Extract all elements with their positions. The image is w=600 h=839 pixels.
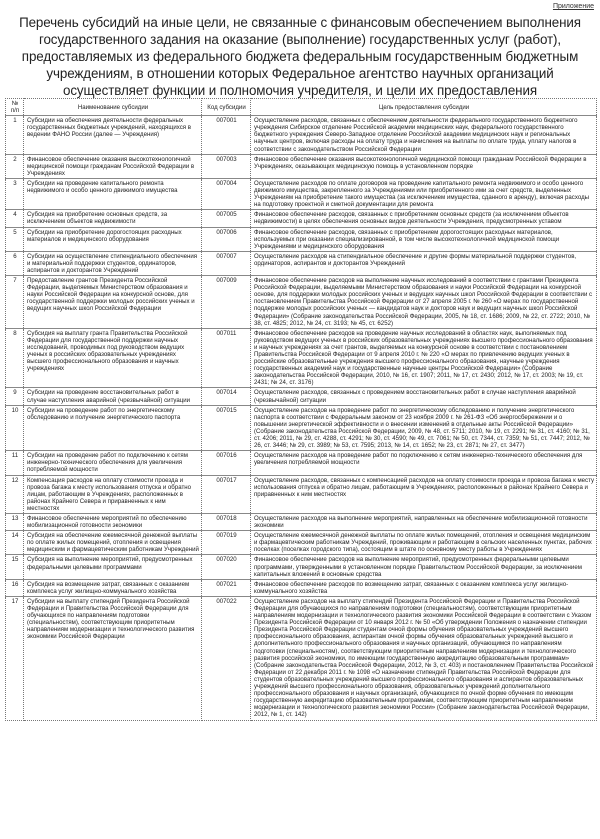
subsidy-purpose: Осуществление расходов на стипендиальное обеспечение и другие формы материальной поддержки студентов, ординаторов, аспирантов и докторантов Учреждений <box>251 251 597 275</box>
subsidy-code: 007020 <box>202 555 251 579</box>
subsidy-purpose: Финансовое обеспечение расходов по возмещению затрат, связанных с оказанием комплекса услуг жилищно-коммунального хозяйства <box>251 579 597 596</box>
subsidy-code: 007021 <box>202 579 251 596</box>
subsidy-purpose: Осуществление расходов, связанных с проведением восстановительных работ в случае наступления аварийной (чрезвычайной) ситуации <box>251 388 597 405</box>
row-number: 7 <box>6 276 24 329</box>
subsidy-name: Финансовое обеспечение мероприятий по обеспечению мобилизационной готовности экономики <box>24 513 202 530</box>
table-row <box>6 513 597 530</box>
subsidy-purpose: Осуществление расходов на проведение работ по энергетическому обследованию и получение энергетического паспорта в соответствии с Федеральным законом от 23 ноября 2009 г. № 261-ФЗ «Об энергосбережении и о повышении энергетической эффективности и о внесении изменений в отдельные акты Российской Федерации» (Собрание законодательства Российской Федерации, 2009, № 48, ст. 5711; 2010, № 19, ст. 2291; № 31, ст. 4160; № 31, ст. 4206; 2011, № 29, ст. 4288, ст. 4291; № 30, ст. 4590; № 49, ст. 7061; № 50, ст. 7344, ст. 7359; № 51, ст. 7447; 2012, № 26, ст. 3446; № 29, ст. 3989; № 53, ст. 7595; 2013, № 14, ст. 1652; № 23, ст. 2871; № 27, ст. 3477) <box>251 405 597 451</box>
subsidy-code: 007009 <box>202 276 251 329</box>
subsidy-name: Субсидия на возмещение затрат, связанных с оказанием комплекса услуг жилищно-коммунального хозяйства <box>24 579 202 596</box>
subsidy-purpose: Финансовое обеспечение расходов на проведение научных исследований в областях наук, выполняемых под руководством ведущих ученых в российских образовательных учреждениях высшего профессионального образования и научных учреждениях за счет грантов, выделяемых на конкурсной основе в соответствии с постановлением Правительства Российской Федерации от 9 апреля 2010 г. № 220 «О мерах по привлечению ведущих ученых в российские образовательные учреждения высшего профессионального образования, научные учреждения государственных академий наук и государственные научные центры Российской Федерации» (Собрание законодательства Российской Федерации, 2010, № 16, ст. 1907; 2011, № 17, ст. 2430; 2012, № 17, ст. 2003; № 19, ст. 2431; № 24, ст. 3176) <box>251 328 597 388</box>
row-number: 16 <box>6 579 24 596</box>
table-row <box>6 475 597 513</box>
subsidy-purpose: Осуществление расходов на выполнение мероприятий, направленных на обеспечение мобилизационной готовности экономики <box>251 513 597 530</box>
subsidy-code: 007005 <box>202 210 251 227</box>
subsidy-code: 007001 <box>202 116 251 154</box>
subsidy-code: 007017 <box>202 475 251 513</box>
subsidy-purpose: Осуществление расходов, связанных с компенсацией расходов на оплату стоимости проезда и провоза багажа к месту использования отпуска и обратно лицам, работающим в Учреждениях, расположенных в районах Крайнего Севера и приравненных к ним местностях <box>251 475 597 513</box>
subsidy-name: Субсидия на приобретение основных средств, за исключением объектов недвижимости <box>24 210 202 227</box>
subsidy-name: Субсидия на обеспечение ежемесячной денежной выплаты по оплате жилых помещений, отопления и освещения медицинским и фармацевтическим работникам Учреждений <box>24 531 202 555</box>
header-number: № п/п <box>6 99 24 116</box>
subsidy-purpose: Финансовое обеспечение расходов на выполнение научных исследований в соответствии с грантами Президента Российской Федерации, выделяемыми Министерством образования и науки Российской Федерации на конкурсной основе, для поддержки молодых российских ученых и ведущих научных школ Российской Федерации в соответствии с постановлением Правительства Российской Федерации от 27 апреля 2005 г. № 260 «О мерах по государственной поддержке молодых российских ученых — кандидатов наук и докторов наук и ведущих научных школ Российской Федерации» (Собрание законодательства Российской Федерации, 2005, № 18, ст. 1686; 2009, № 22, ст. 2722; 2010, № 38, ст. 4825; 2012, № 24, ст. 3193; № 45, ст. 6252) <box>251 276 597 329</box>
subsidy-purpose: Осуществление расходов на проведение работ по подключению к сетям инженерно-технического обеспечения для увеличения потребляемой мощности <box>251 451 597 475</box>
document-title: Перечень субсидий на иные цели, не связанные с финансовым обеспечением выполнения государственного задания на оказание (выполнение) государственных услуг (работ), предоставляемых из федерального бюджета федеральным государственным бюджетным учреждениям, в отношении которых Федеральное агентство научных организаций осуществляет функции и полномочия учредителя, и цели их предоставления <box>19 15 581 98</box>
table-row <box>6 116 597 154</box>
subsidy-name: Субсидии на приобретение дорогостоящих расходных материалов и медицинского оборудования <box>24 227 202 251</box>
header-code: Код субсидии <box>202 99 251 116</box>
subsidy-code: 007007 <box>202 251 251 275</box>
subsidy-name: Субсидия на выплату гранта Правительства Российской Федерации для государственной поддержки научных исследований, проводимых под руководством ведущих ученых в российских образовательных учреждениях высшего профессионального образования и научных учреждениях <box>24 328 202 388</box>
subsidy-name: Субсидия на выполнение мероприятий, предусмотренных федеральными целевыми программами <box>24 555 202 579</box>
table-row <box>6 596 597 720</box>
subsidy-name: Предоставление грантов Президента Российской Федерации, выделяемых Министерством образования и науки Российской Федерации на конкурсной основе, для государственной поддержки молодых российских ученых и ведущих научных школ Российской Федерации <box>24 276 202 329</box>
row-number: 3 <box>6 178 24 209</box>
subsidy-code: 007011 <box>202 328 251 388</box>
table-row <box>6 276 597 329</box>
subsidy-code: 007015 <box>202 405 251 451</box>
subsidy-purpose: Осуществление ежемесячной денежной выплаты по оплате жилых помещений, отопления и освещения медицинским и фармацевтическим работникам Учреждений, проживающим и работающим в сельских населенных пунктах, рабочих поселках (поселках городского типа), состоящим в штате по основному месту работы в Учреждениях <box>251 531 597 555</box>
subsidy-purpose: Финансовое обеспечение расходов, связанных с приобретением основных средств (за исключением объектов недвижимости) в целях обеспечения основных видов деятельности Учреждения, предусмотренных уставом <box>251 210 597 227</box>
table-row <box>6 251 597 275</box>
subsidy-purpose: Финансовое обеспечение расходов на выполнение мероприятий, предусмотренных федеральными целевыми программами, утвержденными в установленном порядке Правительством Российской Федерации, за исключением капитальных вложений в основные средства <box>251 555 597 579</box>
row-number: 10 <box>6 405 24 451</box>
row-number: 14 <box>6 531 24 555</box>
row-number: 4 <box>6 210 24 227</box>
row-number: 11 <box>6 451 24 475</box>
subsidy-purpose: Осуществление расходов на выплату стипендий Президента Российской Федерации и Правительства Российской Федерации для обучающихся по направлениям подготовки (специальностям), соответствующим приоритетным направлениям модернизации и технологического развития экономики Российской Федерации в соответствии с Указом Президента Российской Федерации от 10 января 2012 г. № 50 «Об утверждении Положения о назначении стипендии Президента Российской Федерации студентам очной формы обучения образовательных учреждений высшего профессионального образования, аспирантам очной формы обучения образовательных учреждений высшего и дополнительного профессионального образования и научных организаций, обучающимся по направлениям подготовки (специальностям), соответствующим приоритетным направлениям модернизации и технологического развития российской экономики, по имеющим государственную аккредитацию образовательным программам» (Собрание законодательства Российской Федерации, 2012, № 3, ст. 403) и постановлением Правительства Российской Федерации от 22 декабря 2011 г. № 1098 «О назначении стипендий Правительства Российской Федерации для студентов образовательных учреждений высшего профессионального образования и аспирантов образовательных учреждений высшего профессионального образования, образовательных учреждений дополнительного профессионального образования и научных организаций, обучающихся по очной форме обучения по имеющим государственную аккредитацию образовательным программам, соответствующим приоритетным направлениям модернизации и технологического развития экономики России» (Собрание законодательства Российской Федерации, 2012, № 1, ст. 142) <box>251 596 597 720</box>
appendix-label: Приложение <box>552 3 594 10</box>
subsidy-code: 007003 <box>202 154 251 178</box>
subsidy-purpose: Осуществление расходов, связанных с обеспечением деятельности федерального государственного бюджетного учреждения Сибирское отделение Российской академии медицинских наук, федерального государственного бюджетного учреждения Северо-Западное отделение Российской академии медицинских наук и региональных научных центров, включая расходы на оплату труда и начисления на выплаты по оплате труда, уплату налогов в соответствии с законодательством Российской Федерации <box>251 116 597 154</box>
row-number: 1 <box>6 116 24 154</box>
header-name: Наименование субсидии <box>24 99 202 116</box>
row-number: 5 <box>6 227 24 251</box>
table-row <box>6 451 597 475</box>
subsidy-code: 007004 <box>202 178 251 209</box>
subsidy-code: 007019 <box>202 531 251 555</box>
subsidy-purpose: Финансовое обеспечение расходов, связанных с приобретением дорогостоящих расходных материалов, используемых при оказании специализированной, в том числе высокотехнологичной медицинской помощи Учреждениями и медицинского оборудования <box>251 227 597 251</box>
row-number: 13 <box>6 513 24 530</box>
subsidy-name: Субсидии на выплату стипендий Президента Российской Федерации и Правительства Российской Федерации для обучающихся по направлениям подготовки (специальностям), соответствующим приоритетным направлениям модернизации и технологического развития экономики Российской Федерации <box>24 596 202 720</box>
row-number: 6 <box>6 251 24 275</box>
row-number: 17 <box>6 596 24 720</box>
subsidy-name: Субсидии на обеспечения деятельности федеральных государственных бюджетных учреждений, находящихся в ведении ФАНО России (далее — Учреждения) <box>24 116 202 154</box>
subsidy-name: Субсидии на осуществление стипендиального обеспечения и материальной поддержки студентов, ординаторов, аспирантов и докторантов Учреждений <box>24 251 202 275</box>
subsidy-code: 007018 <box>202 513 251 530</box>
header-purpose: Цель предоставления субсидии <box>251 99 597 116</box>
table-row <box>6 178 597 209</box>
subsidy-name: Финансовое обеспечение оказания высокотехнологичной медицинской помощи гражданам Российской Федерации в Учреждениях <box>24 154 202 178</box>
row-number: 15 <box>6 555 24 579</box>
table-header-row <box>6 99 597 116</box>
table-row <box>6 328 597 388</box>
subsidy-purpose: Осуществление расходов по оплате договоров на проведение капитального ремонта недвижимого и особо ценного движимого имущества, закрепленного за Учреждениями или приобретенного ими за счет средств, выделенных Учреждениям на приобретение такого имущества (за исключением имущества, сданного в аренду), включая расходы на подготовку проектной и сметной документации для ремонта <box>251 178 597 209</box>
table-row <box>6 388 597 405</box>
subsidy-name: Субсидии на проведение капитального ремонта недвижимого и особо ценного движимого имущества <box>24 178 202 209</box>
table-row <box>6 405 597 451</box>
table-row <box>6 579 597 596</box>
subsidy-name: Компенсация расходов на оплату стоимости проезда и провоза багажа к месту использования отпуска и обратно лицам, работающим в Учреждениях, расположенных в районах Крайнего Севера и приравненных к ним местностях <box>24 475 202 513</box>
row-number: 8 <box>6 328 24 388</box>
table-row <box>6 210 597 227</box>
subsidy-name: Субсидии на проведение работ по энергетическому обследованию и получение энергетического паспорта <box>24 405 202 451</box>
row-number: 12 <box>6 475 24 513</box>
table-row <box>6 154 597 178</box>
subsidy-code: 007014 <box>202 388 251 405</box>
row-number: 2 <box>6 154 24 178</box>
subsidy-name: Субсидии на проведение восстановительных работ в случае наступления аварийной (чрезвычайной) ситуации <box>24 388 202 405</box>
subsidy-code: 007016 <box>202 451 251 475</box>
subsidy-purpose: Финансовое обеспечение оказания высокотехнологичной медицинской помощи гражданам Российской Федерации в Учреждениях, оказывающих медицинскую помощь в установленном порядке <box>251 154 597 178</box>
subsidy-code: 007006 <box>202 227 251 251</box>
row-number: 9 <box>6 388 24 405</box>
subsidy-name: Субсидии на проведение работ по подключению к сетям инженерно-технического обеспечения для увеличения потребляемой мощности <box>24 451 202 475</box>
table-row <box>6 227 597 251</box>
table-row <box>6 555 597 579</box>
subsidies-table <box>5 98 597 721</box>
table-row <box>6 531 597 555</box>
subsidy-code: 007022 <box>202 596 251 720</box>
